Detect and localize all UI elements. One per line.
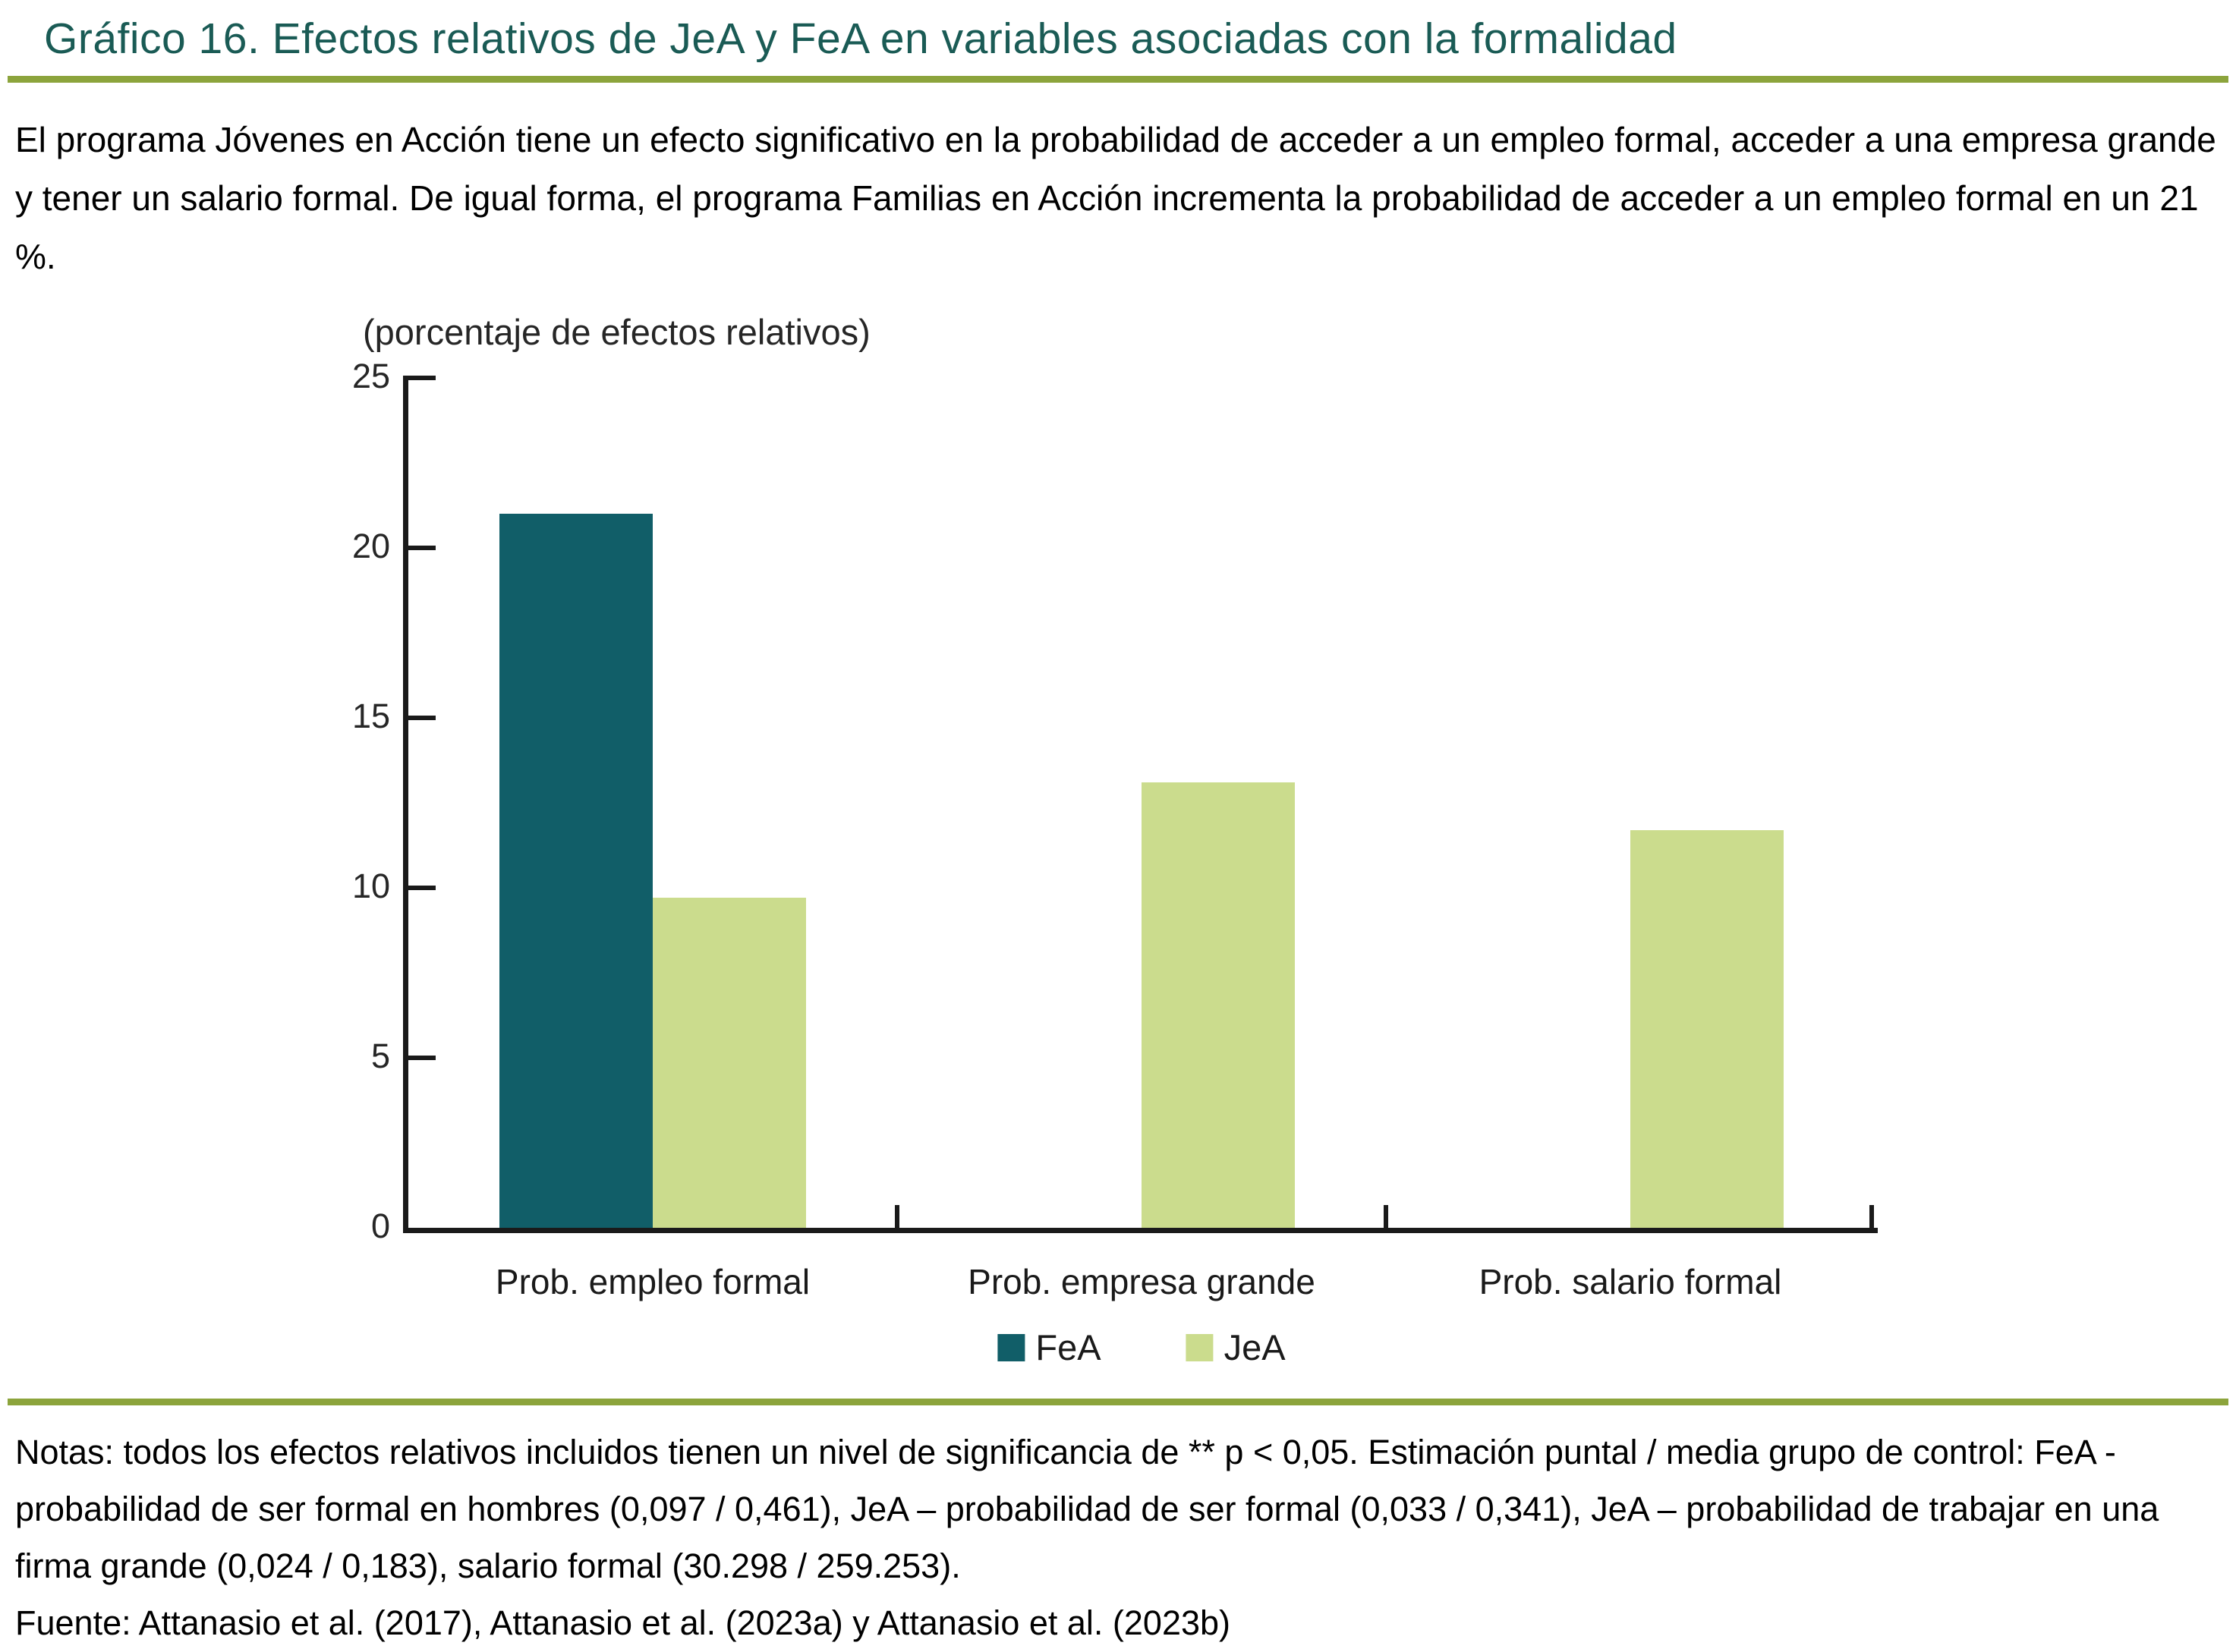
notes-text: Notas: todos los efectos relativos incluidos tienen un nivel de significancia de ** p < 0,05. Estimación puntal / media grupo de control: FeA - probabilidad de ser formal en hombres (0,097 / 0,461), JeA – probabilidad de ser formal (0,033 / 0,341), JeA – probabilidad de trabajar en una firma grande (0,024 / 0,183), salario formal (30.298 / 259.253). [15, 1433, 2159, 1585]
x-tick-mark [1384, 1205, 1388, 1228]
legend-swatch-jea [1186, 1334, 1214, 1361]
bar-jea-2 [1142, 782, 1295, 1228]
y-tick-label: 0 [370, 1207, 390, 1245]
notes-block [15, 1424, 2221, 1651]
y-axis-line [403, 376, 408, 1233]
y-tick-label: 10 [351, 867, 390, 905]
bar-jea-3 [1630, 830, 1784, 1228]
x-category-label: Prob. salario formal [1479, 1262, 1782, 1301]
legend-swatch-fea [997, 1334, 1025, 1361]
bar-jea-1 [653, 898, 806, 1228]
y-tick-mark [408, 716, 436, 720]
x-tick-mark [895, 1205, 899, 1228]
notes-divider-rule [8, 1399, 2228, 1405]
y-tick-mark [408, 886, 436, 890]
x-category-label: Prob. empresa grande [968, 1262, 1315, 1301]
y-tick-mark [408, 376, 436, 380]
intro-paragraph: El programa Jóvenes en Acción tiene un efecto significativo en la probabilidad de acceder a un empleo formal, acceder a una empresa grande y tener un salario formal. De igual forma, el programa Familias en Acción incrementa la probabilidad de acceder a un empleo formal en un 21 %. [15, 120, 2216, 276]
y-tick-label: 15 [351, 697, 390, 735]
y-tick-label: 5 [370, 1037, 390, 1075]
x-category-label: Prob. empleo formal [495, 1262, 811, 1301]
y-tick-mark [408, 546, 436, 550]
title-divider-rule [8, 76, 2228, 83]
legend-label: JeA [1224, 1327, 1286, 1367]
y-tick-mark [408, 1056, 436, 1060]
bar-fea-1 [499, 514, 653, 1228]
legend-item-jea [1186, 1326, 1286, 1368]
y-tick-label: 20 [351, 527, 390, 565]
y-axis-title: (porcentaje de efectos relativos) [363, 312, 871, 352]
chart-legend [997, 1326, 1285, 1368]
legend-item-fea [997, 1326, 1101, 1368]
x-axis-line [403, 1228, 1878, 1233]
source-text: Fuente: Attanasio et al. (2017), Attanasio et al. (2023a) y Attanasio et al. (2023b) [15, 1603, 1231, 1642]
legend-label: FeA [1035, 1327, 1101, 1367]
page-title: Gráfico 16. Efectos relativos de JeA y FeA en variables asociadas con la formalidad [44, 14, 1677, 63]
x-tick-mark [1869, 1205, 1874, 1228]
y-tick-label: 25 [351, 357, 390, 395]
